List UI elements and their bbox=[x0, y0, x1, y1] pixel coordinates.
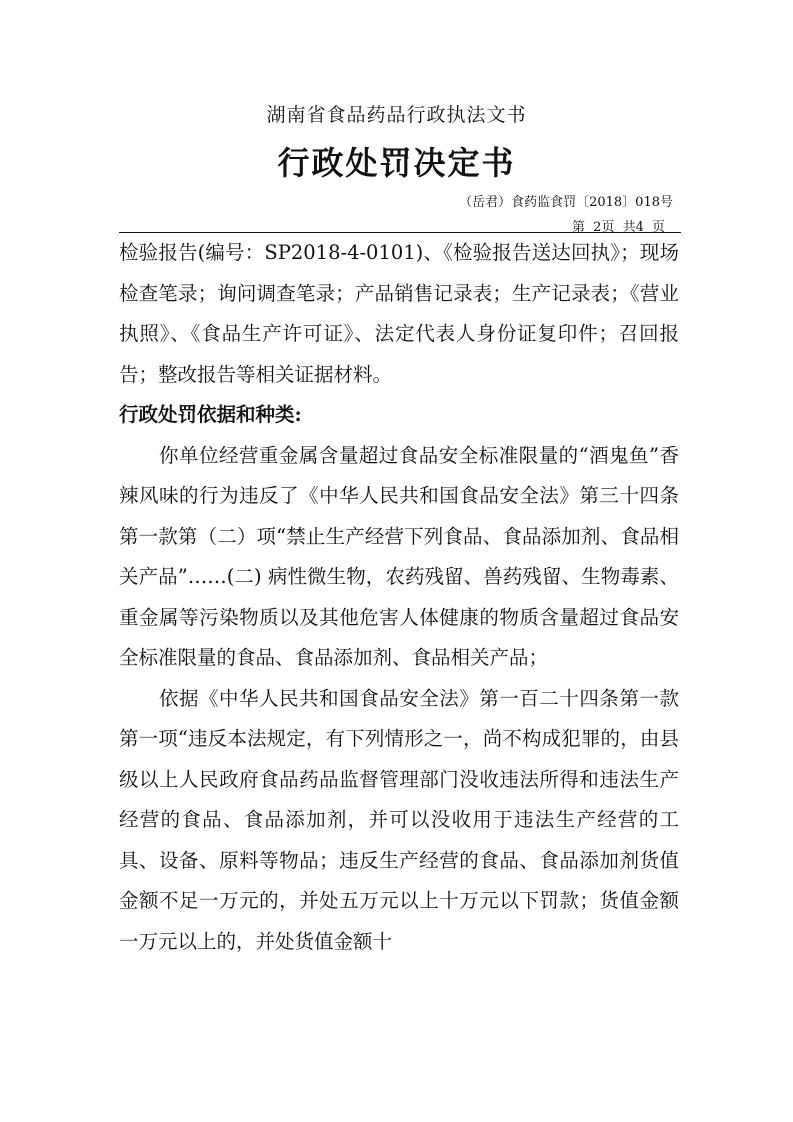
organization-title: 湖南省食品药品行政执法文书 bbox=[266, 104, 527, 126]
legal-basis-paragraph: 依据《中华人民共和国食品安全法》第一百二十四条第一款第一项“违反本法规定，有下列情形之一，尚不构成犯罪的，由县级以上人民政府食品药品监督管理部门没收违法所得和违法生产经营的食品、食品添加剂，并可以没收用于违法生产经营的工具、设备、原料等物品；违反生产经营的食品、食品添加剂货值金额不足一万元的，并处五万元以上十万元以下罚款；货值金额一万元以上的，并处货值金额十 bbox=[119, 686, 679, 953]
document-number: （岳君）食药监食罚〔2018〕018号 bbox=[459, 195, 673, 210]
page-indicator: 第 2页 共4 页 bbox=[572, 220, 665, 235]
document-title: 行政处罚决定书 bbox=[277, 144, 516, 182]
evidence-paragraph: 检验报告(编号：SP2018-4-0101)、《检验报告送达回执》；现场检查笔录；询问调查笔录；产品销售记录表；生产记录表；《营业执照》、《食品生产许可证》、法定代表人身份证复印件；召回报告；整改报告等相关证据材料。 bbox=[119, 241, 679, 386]
penalty-basis-heading: 行政处罚依据和种类: bbox=[119, 403, 302, 426]
document-body bbox=[119, 233, 679, 962]
violation-paragraph: 你单位经营重金属含量超过食品安全标准限量的“酒鬼鱼”香辣风味的行为违反了《中华人民共和国食品安全法》第三十四条第一款第（二）项“禁止生产经营下列食品、食品添加剂、食品相关产品”……(二) 病性微生物，农药残留、兽药残留、生物毒素、重金属等污染物质以及其他危害人体健康的物质含量超过食品安全标准限量的食品、食品添加剂、食品相关产品； bbox=[119, 443, 679, 669]
